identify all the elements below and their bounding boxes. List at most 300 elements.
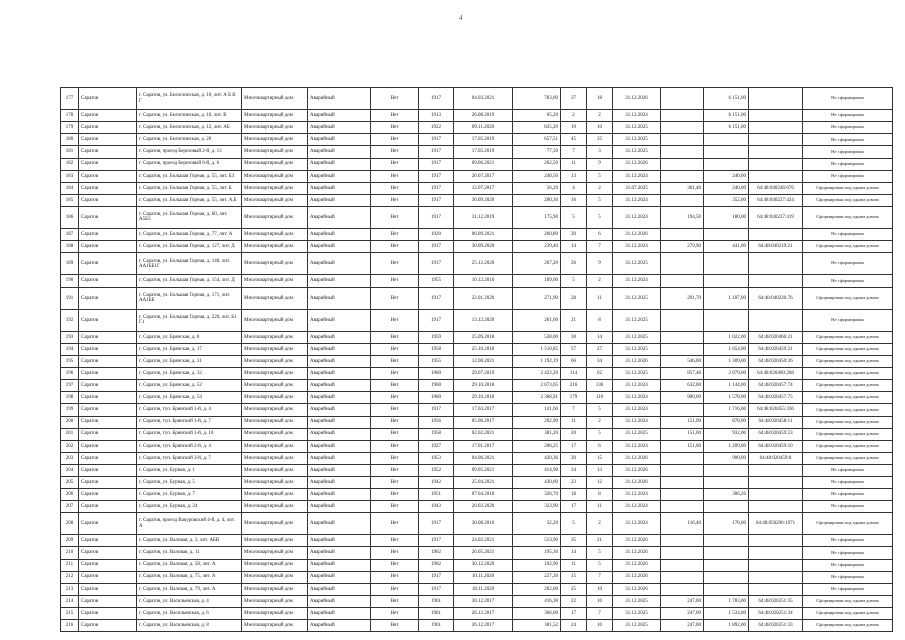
- residents-count-cell: 20: [561, 452, 587, 464]
- plot-area-cell: [661, 110, 704, 122]
- land-area-cell: 352,00: [704, 194, 749, 206]
- page-number: 4: [459, 14, 463, 22]
- plot-area-cell: [661, 331, 704, 343]
- plot-area-cell: 632,00: [661, 380, 704, 392]
- year-built-cell: 1955: [419, 275, 454, 287]
- flag-cell: Нет: [371, 404, 419, 416]
- residents-count-cell: 30: [561, 331, 587, 343]
- city-cell: Саратов: [79, 535, 137, 547]
- address-cell: г. Саратов, ул. Большая Горная, д. 77, лит. А: [137, 229, 242, 241]
- plot-area-cell: [661, 146, 704, 158]
- land-area-cell: 1 716,00: [704, 404, 749, 416]
- city-cell: Саратов: [79, 134, 137, 146]
- condition-cell: Аварийный: [308, 368, 371, 380]
- flag-cell: Нет: [371, 535, 419, 547]
- row-number: 178: [61, 110, 79, 122]
- residents-count-cell: 7: [561, 404, 587, 416]
- flag-cell: Нет: [371, 619, 419, 631]
- year-built-cell: 1961: [419, 607, 454, 619]
- decision-date-cell: 18.11.2020: [454, 583, 513, 595]
- cadastral-number-cell: 64:48:040227:424: [749, 194, 803, 206]
- cadastral-number-cell: 64:48:040246:676: [749, 182, 803, 194]
- plot-area-cell: 546,00: [661, 356, 704, 368]
- row-number: 204: [61, 464, 79, 476]
- plot-area-cell: [661, 583, 704, 595]
- residents-count-cell: 20: [561, 428, 587, 440]
- table-row: [61, 88, 893, 110]
- plot-area-cell: 301,40: [661, 182, 704, 194]
- condition-cell: Аварийный: [308, 535, 371, 547]
- cadastral-number-cell: [749, 535, 803, 547]
- year-built-cell: 1917: [419, 182, 454, 194]
- year-built-cell: 1902: [419, 547, 454, 559]
- apartments-count-cell: 11: [587, 501, 613, 513]
- address-cell: г. Саратов, ул. Брянская, д. 54: [137, 392, 242, 404]
- building-type-cell: Многоквартирный дом: [242, 547, 308, 559]
- residents-count-cell: 23: [561, 476, 587, 488]
- plot-area-cell: [661, 134, 704, 146]
- decision-date-cell: 20.02.2020: [454, 501, 513, 513]
- year-built-cell: 1902: [419, 559, 454, 571]
- condition-cell: Аварийный: [308, 122, 371, 134]
- address-cell: г. Саратов, ул. Брянская, д. 52: [137, 380, 242, 392]
- cadastral-number-cell: 64:48:020459:23: [749, 428, 803, 440]
- apartments-count-cell: 5: [587, 559, 613, 571]
- year-built-cell: 1958: [419, 344, 454, 356]
- deadline-cell: 31.12.2025: [613, 134, 661, 146]
- apartments-count-cell: 136: [587, 380, 613, 392]
- year-built-cell: 1927: [419, 440, 454, 452]
- condition-cell: Аварийный: [308, 476, 371, 488]
- land-status-cell: Не сформирован: [803, 476, 893, 488]
- apartments-count-cell: 8: [587, 309, 613, 331]
- year-built-cell: 1917: [419, 404, 454, 416]
- land-area-cell: 6 151,00: [704, 88, 749, 110]
- condition-cell: Аварийный: [308, 331, 371, 343]
- apartments-count-cell: 2: [587, 110, 613, 122]
- decision-date-cell: 30.12.2017: [454, 595, 513, 607]
- deadline-cell: 31.12.2026: [613, 571, 661, 583]
- deadline-cell: 31.12.2024: [613, 194, 661, 206]
- decision-date-cell: 30.08.2016: [454, 513, 513, 535]
- year-built-cell: 1917: [419, 571, 454, 583]
- plot-area-cell: [661, 253, 704, 275]
- decision-date-cell: 09.11.2020: [454, 122, 513, 134]
- cadastral-number-cell: 64:48:020457:74: [749, 380, 803, 392]
- row-number: 177: [61, 88, 79, 110]
- row-number: 197: [61, 380, 79, 392]
- cadastral-number-cell: [749, 488, 803, 500]
- land-area-cell: [704, 275, 749, 287]
- land-area-cell: 1 578,00: [704, 392, 749, 404]
- deadline-cell: 31.12.2025: [613, 122, 661, 134]
- residents-count-cell: 17: [561, 440, 587, 452]
- year-built-cell: 1917: [419, 309, 454, 331]
- building-type-cell: Многоквартирный дом: [242, 368, 308, 380]
- building-type-cell: Многоквартирный дом: [242, 170, 308, 182]
- plot-area-cell: [661, 464, 704, 476]
- row-number: 192: [61, 309, 79, 331]
- deadline-cell: 31.12.2025: [613, 607, 661, 619]
- decision-date-cell: 22.01.2020: [454, 287, 513, 309]
- flag-cell: Нет: [371, 416, 419, 428]
- address-cell: г. Саратов, ул. Бурная, д. 24: [137, 501, 242, 513]
- row-number: 205: [61, 476, 79, 488]
- land-status-cell: Не сформирован: [803, 583, 893, 595]
- area-cell: 102,90: [513, 559, 561, 571]
- table-row: [61, 170, 893, 182]
- land-status-cell: Не сформирован: [803, 158, 893, 170]
- apartments-count-cell: 21: [587, 535, 613, 547]
- address-cell: г. Саратов, ул. Валовая, д. 75, лит. А: [137, 571, 242, 583]
- row-number: 196: [61, 368, 79, 380]
- deadline-cell: 31.12.2026: [613, 158, 661, 170]
- city-cell: Саратов: [79, 194, 137, 206]
- row-number: 182: [61, 158, 79, 170]
- table-row: [61, 513, 893, 535]
- building-type-cell: Многоквартирный дом: [242, 134, 308, 146]
- year-built-cell: 1917: [419, 170, 454, 182]
- table-row: [61, 607, 893, 619]
- address-cell: г. Саратов, ул. Большая Горная, д. 55, лит. А,Б: [137, 194, 242, 206]
- decision-date-cell: 20.07.2017: [454, 170, 513, 182]
- land-status-cell: Сформирован под одним домом: [803, 452, 893, 464]
- building-type-cell: Многоквартирный дом: [242, 253, 308, 275]
- land-status-cell: Сформирован под одним домом: [803, 241, 893, 253]
- table-row: [61, 122, 893, 134]
- building-type-cell: Многоквартирный дом: [242, 392, 308, 404]
- condition-cell: Аварийный: [308, 380, 371, 392]
- decision-date-cell: 09.06.2021: [454, 158, 513, 170]
- building-type-cell: Многоквартирный дом: [242, 194, 308, 206]
- row-number: 202: [61, 440, 79, 452]
- decision-date-cell: 30.09.2020: [454, 241, 513, 253]
- condition-cell: Аварийный: [308, 356, 371, 368]
- land-area-cell: 932,00: [704, 428, 749, 440]
- decision-date-cell: 29.10.2018: [454, 392, 513, 404]
- address-cell: г. Саратов, ул. Большая Горная, д. 55, лит. Б3: [137, 170, 242, 182]
- building-type-cell: Многоквартирный дом: [242, 488, 308, 500]
- land-area-cell: 2 079,00: [704, 368, 749, 380]
- city-cell: Саратов: [79, 404, 137, 416]
- area-cell: 381,20: [513, 428, 561, 440]
- decision-date-cell: 06.09.2021: [454, 229, 513, 241]
- row-number: 200: [61, 416, 79, 428]
- plot-area-cell: 857,48: [661, 368, 704, 380]
- flag-cell: Нет: [371, 513, 419, 535]
- city-cell: Саратов: [79, 380, 137, 392]
- city-cell: Саратов: [79, 476, 137, 488]
- year-built-cell: 1917: [419, 134, 454, 146]
- city-cell: Саратов: [79, 253, 137, 275]
- land-status-cell: Сформирован под одним домом: [803, 513, 893, 535]
- table-row: [61, 368, 893, 380]
- address-cell: г. Саратов, туп. Брянский 2-й, д. 4: [137, 440, 242, 452]
- land-status-cell: Сформирован под одним домом: [803, 440, 893, 452]
- city-cell: Саратов: [79, 182, 137, 194]
- city-cell: Саратов: [79, 110, 137, 122]
- apartments-count-cell: 3: [587, 146, 613, 158]
- table-row: [61, 241, 893, 253]
- area-cell: 2 368,91: [513, 392, 561, 404]
- area-cell: 420,36: [513, 452, 561, 464]
- building-type-cell: Многоквартирный дом: [242, 452, 308, 464]
- area-cell: 326,70: [513, 488, 561, 500]
- area-cell: 2 422,20: [513, 368, 561, 380]
- decision-date-cell: 29.10.2018: [454, 380, 513, 392]
- deadline-cell: 31.12.2025: [613, 368, 661, 380]
- condition-cell: Аварийный: [308, 464, 371, 476]
- cadastral-number-cell: [749, 476, 803, 488]
- building-type-cell: Многоквартирный дом: [242, 513, 308, 535]
- apartments-count-cell: 7: [587, 607, 613, 619]
- city-cell: Саратов: [79, 344, 137, 356]
- residents-count-cell: 19: [561, 122, 587, 134]
- condition-cell: Аварийный: [308, 619, 371, 631]
- land-area-cell: 6 151,00: [704, 122, 749, 134]
- land-status-cell: Не сформирован: [803, 122, 893, 134]
- city-cell: Саратов: [79, 122, 137, 134]
- flag-cell: Нет: [371, 110, 419, 122]
- plot-area-cell: 291,70: [661, 287, 704, 309]
- address-cell: г. Саратов, проезд Березовый 2-й, д. 13: [137, 146, 242, 158]
- building-type-cell: Многоквартирный дом: [242, 287, 308, 309]
- row-number: 179: [61, 122, 79, 134]
- residents-count-cell: 5: [561, 275, 587, 287]
- land-status-cell: Сформирован под одним домом: [803, 404, 893, 416]
- address-cell: г. Саратов, ул. Большая Горная, д. 148, лит. АА1ББ1Г: [137, 253, 242, 275]
- city-cell: Саратов: [79, 559, 137, 571]
- table-row: [61, 547, 893, 559]
- condition-cell: Аварийный: [308, 440, 371, 452]
- table-row: [61, 146, 893, 158]
- land-status-cell: Не сформирован: [803, 464, 893, 476]
- plot-area-cell: [661, 170, 704, 182]
- row-number: 208: [61, 513, 79, 535]
- land-area-cell: 1 144,00: [704, 380, 749, 392]
- cadastral-number-cell: 64:48:020251:34: [749, 607, 803, 619]
- residents-count-cell: 2: [561, 110, 587, 122]
- row-number: 195: [61, 356, 79, 368]
- residents-count-cell: 25: [561, 583, 587, 595]
- flag-cell: Нет: [371, 583, 419, 595]
- residents-count-cell: 24: [561, 619, 587, 631]
- decision-date-cell: 29.07.2019: [454, 368, 513, 380]
- table-row: [61, 110, 893, 122]
- apartments-count-cell: 5: [587, 428, 613, 440]
- cadastral-number-cell: 64:48:020251:35: [749, 595, 803, 607]
- flag-cell: Нет: [371, 241, 419, 253]
- building-type-cell: Многоквартирный дом: [242, 428, 308, 440]
- residents-count-cell: 22: [561, 595, 587, 607]
- table-row: [61, 229, 893, 241]
- address-cell: г. Саратов, ул. Белоглинская, д. 10, лит. В: [137, 110, 242, 122]
- row-number: 184: [61, 182, 79, 194]
- flag-cell: Нет: [371, 194, 419, 206]
- land-status-cell: Не сформирован: [803, 535, 893, 547]
- residents-count-cell: 14: [561, 547, 587, 559]
- land-area-cell: [704, 146, 749, 158]
- residents-count-cell: 28: [561, 287, 587, 309]
- area-cell: 260,80: [513, 229, 561, 241]
- apartments-count-cell: 7: [587, 571, 613, 583]
- table-row: [61, 253, 893, 275]
- year-built-cell: 1956: [419, 416, 454, 428]
- year-built-cell: 1960: [419, 380, 454, 392]
- cadastral-number-cell: [749, 571, 803, 583]
- flag-cell: Нет: [371, 134, 419, 146]
- residents-count-cell: 7: [561, 146, 587, 158]
- cadastral-number-cell: [749, 547, 803, 559]
- land-area-cell: 1 892,00: [704, 619, 749, 631]
- land-area-cell: [704, 229, 749, 241]
- land-area-cell: 1 309,00: [704, 356, 749, 368]
- condition-cell: Аварийный: [308, 88, 371, 110]
- condition-cell: Аварийный: [308, 194, 371, 206]
- decision-date-cell: 12.07.2017: [454, 182, 513, 194]
- year-built-cell: 1942: [419, 476, 454, 488]
- year-built-cell: 1961: [419, 595, 454, 607]
- apartments-count-cell: 5: [587, 404, 613, 416]
- land-status-cell: Не сформирован: [803, 571, 893, 583]
- area-cell: 381,52: [513, 619, 561, 631]
- table-row: [61, 404, 893, 416]
- apartments-count-cell: 110: [587, 392, 613, 404]
- row-number: 207: [61, 501, 79, 513]
- address-cell: г. Саратов, туп. Брянский 3-й, д. 7: [137, 452, 242, 464]
- area-cell: 56,20: [513, 182, 561, 194]
- land-status-cell: Сформирован под одним домом: [803, 595, 893, 607]
- area-cell: 77,50: [513, 146, 561, 158]
- cadastral-number-cell: [749, 501, 803, 513]
- land-area-cell: [704, 464, 749, 476]
- apartments-count-cell: 6: [587, 440, 613, 452]
- table-row: [61, 501, 893, 513]
- flag-cell: Нет: [371, 275, 419, 287]
- deadline-cell: 31.12.2024: [613, 241, 661, 253]
- building-type-cell: Многоквартирный дом: [242, 607, 308, 619]
- city-cell: Саратов: [79, 368, 137, 380]
- deadline-cell: 31.12.2026: [613, 583, 661, 595]
- table-row: [61, 583, 893, 595]
- city-cell: Саратов: [79, 309, 137, 331]
- land-area-cell: 240,00: [704, 182, 749, 194]
- table-row: [61, 416, 893, 428]
- city-cell: Саратов: [79, 607, 137, 619]
- table-row: [61, 392, 893, 404]
- decision-date-cell: 17.01.2017: [454, 440, 513, 452]
- land-area-cell: 1 209,00: [704, 440, 749, 452]
- flag-cell: Нет: [371, 428, 419, 440]
- deadline-cell: 31.12.2025: [613, 428, 661, 440]
- building-type-cell: Многоквартирный дом: [242, 404, 308, 416]
- residents-count-cell: 26: [561, 253, 587, 275]
- land-area-cell: 180,00: [704, 206, 749, 228]
- row-number: 201: [61, 428, 79, 440]
- year-built-cell: 1922: [419, 122, 454, 134]
- cadastral-number-cell: 64:48:020457:75: [749, 392, 803, 404]
- decision-date-cell: 07.04.2018: [454, 488, 513, 500]
- land-area-cell: 240,00: [704, 170, 749, 182]
- plot-area-cell: 151,00: [661, 428, 704, 440]
- year-built-cell: 1917: [419, 583, 454, 595]
- area-cell: 240,50: [513, 170, 561, 182]
- decision-date-cell: 26.12.2017: [454, 607, 513, 619]
- building-type-cell: Многоквартирный дом: [242, 440, 308, 452]
- decision-date-cell: 30.12.2020: [454, 559, 513, 571]
- address-cell: г. Саратов, туп. Брянский 1-й, д. 10: [137, 428, 242, 440]
- building-type-cell: Многоквартирный дом: [242, 595, 308, 607]
- flag-cell: Нет: [371, 452, 419, 464]
- residents-count-cell: 11: [561, 158, 587, 170]
- flag-cell: Нет: [371, 309, 419, 331]
- area-cell: 1 192,19: [513, 356, 561, 368]
- address-cell: г. Саратов, ул. Брянская, д. 8: [137, 331, 242, 343]
- land-area-cell: [704, 559, 749, 571]
- row-number: 188: [61, 241, 79, 253]
- cadastral-number-cell: 64:48:020459:8: [749, 452, 803, 464]
- cadastral-number-cell: [749, 88, 803, 110]
- building-type-cell: Многоквартирный дом: [242, 182, 308, 194]
- decision-date-cell: 30.09.2020: [454, 194, 513, 206]
- address-cell: г. Саратов, ул. Валовая, д. 11: [137, 547, 242, 559]
- plot-area-cell: [661, 88, 704, 110]
- land-area-cell: [704, 134, 749, 146]
- area-cell: 239,40: [513, 241, 561, 253]
- residents-count-cell: 20: [561, 229, 587, 241]
- building-type-cell: Многоквартирный дом: [242, 559, 308, 571]
- plot-area-cell: 151,00: [661, 440, 704, 452]
- land-area-cell: [704, 158, 749, 170]
- row-number: 191: [61, 287, 79, 309]
- row-number: 198: [61, 392, 79, 404]
- plot-area-cell: [661, 501, 704, 513]
- area-cell: 835,20: [513, 122, 561, 134]
- area-cell: 261,60: [513, 309, 561, 331]
- cadastral-number-cell: [749, 170, 803, 182]
- deadline-cell: 31.12.2024: [613, 206, 661, 228]
- residents-count-cell: 15: [561, 571, 587, 583]
- table-row: [61, 275, 893, 287]
- flag-cell: Нет: [371, 392, 419, 404]
- apartments-count-cell: 10: [587, 595, 613, 607]
- plot-area-cell: [661, 344, 704, 356]
- flag-cell: Нет: [371, 331, 419, 343]
- year-built-cell: 1943: [419, 501, 454, 513]
- deadline-cell: 31.12.2024: [613, 110, 661, 122]
- land-area-cell: 176,00: [704, 513, 749, 535]
- flag-cell: Нет: [371, 464, 419, 476]
- area-cell: 195,30: [513, 547, 561, 559]
- land-status-cell: Сформирован под одним домом: [803, 607, 893, 619]
- deadline-cell: 31.12.2025: [613, 287, 661, 309]
- decision-date-cell: 26.12.2017: [454, 619, 513, 631]
- apartments-count-cell: 27: [587, 344, 613, 356]
- decision-date-cell: 09.05.2021: [454, 464, 513, 476]
- address-cell: г. Саратов, ул. Большая Горная, д. 60, лит. А5Б3: [137, 206, 242, 228]
- decision-date-cell: 10.11.2020: [454, 571, 513, 583]
- table-row: [61, 476, 893, 488]
- table-row: [61, 428, 893, 440]
- apartments-count-cell: 8: [587, 488, 613, 500]
- cadastral-number-cell: [749, 134, 803, 146]
- deadline-cell: 31.12.2025: [613, 253, 661, 275]
- apartments-count-cell: 2: [587, 513, 613, 535]
- area-cell: 175,90: [513, 206, 561, 228]
- row-number: 185: [61, 194, 79, 206]
- residents-count-cell: 14: [561, 241, 587, 253]
- flag-cell: Нет: [371, 158, 419, 170]
